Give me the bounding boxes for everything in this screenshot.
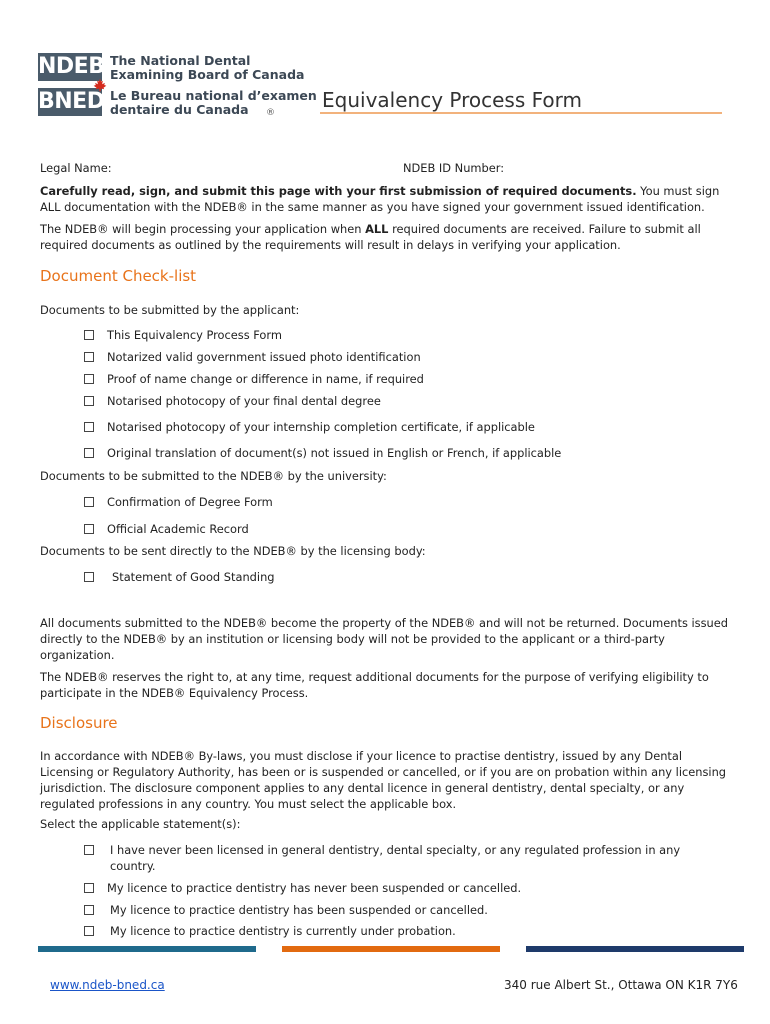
logo-name-en-line2: Examining Board of Canada — [110, 67, 305, 82]
disclosure-option[interactable] — [84, 880, 521, 896]
intro-bold: Carefully read, sign, and submit this page with your first submission of required documents. — [40, 184, 637, 198]
ndeb-id-label: NDEB ID Number: — [403, 161, 505, 175]
checkbox[interactable] — [84, 524, 94, 534]
intro-paragraph-2 — [40, 221, 730, 253]
reserve-note: The NDEB® reserves the right to, at any time, request additional documents for the purpose of verifying eligibility to participate in the NDEB® Equivalency Process. — [40, 670, 709, 700]
disclosure-option-label: I have never been licensed in general dentistry, dental specialty, or any regulated profession in any country. — [110, 843, 681, 873]
disclosure-heading: Disclosure — [40, 714, 118, 732]
checklist-item-label: Original translation of document(s) not issued in English or French, if applicable — [107, 446, 562, 460]
checkbox[interactable] — [84, 926, 94, 936]
checklist-item[interactable] — [84, 445, 561, 461]
website-link[interactable]: www.ndeb-bned.ca — [50, 978, 165, 992]
university-intro: Documents to be submitted to the NDEB® by the university: — [40, 469, 387, 483]
logo-abbr-en: NDEB — [38, 54, 105, 79]
ndeb-id-field[interactable] — [403, 160, 504, 176]
title-underline — [320, 112, 722, 114]
footer-bar-orange — [282, 946, 500, 952]
checklist-item[interactable] — [84, 521, 249, 537]
intro-p2-bold: ALL — [365, 222, 389, 236]
checklist-item[interactable] — [84, 494, 273, 510]
checkbox[interactable] — [84, 572, 94, 582]
select-label: Select the applicable statement(s): — [40, 817, 241, 831]
checkbox[interactable] — [84, 396, 94, 406]
checklist-item[interactable] — [84, 349, 421, 365]
checklist-item-label: Official Academic Record — [107, 522, 249, 536]
maple-leaf-icon — [93, 78, 107, 92]
checklist-item-label: Proof of name change or difference in name, if required — [107, 372, 424, 386]
checklist-item-label: Notarised photocopy of your internship completion certificate, if applicable — [107, 420, 535, 434]
checklist-item-label: Confirmation of Degree Form — [107, 495, 273, 509]
checkbox[interactable] — [84, 352, 94, 362]
disclosure-option[interactable] — [84, 842, 704, 874]
logo-name-en-line1: The National Dental — [110, 53, 251, 68]
legal-name-field[interactable] — [40, 160, 112, 176]
intro-paragraph-1 — [40, 183, 730, 215]
checkbox[interactable] — [84, 374, 94, 384]
checkbox[interactable] — [84, 422, 94, 432]
checkbox[interactable] — [84, 883, 94, 893]
checklist-item[interactable] — [84, 393, 381, 409]
applicant-intro: Documents to be submitted by the applicant: — [40, 303, 300, 317]
intro-p2-start: The NDEB® will begin processing your application when — [40, 222, 366, 236]
page-title: Equivalency Process Form — [322, 88, 582, 112]
intro-rest: You must sign ALL documentation with the NDEB® in the same manner as you have signed your government issued identification. — [40, 184, 720, 214]
disclosure-option-label: My licence to practice dentistry is currently under probation. — [110, 924, 456, 938]
checklist-item[interactable] — [84, 327, 282, 343]
disclosure-option[interactable] — [84, 902, 488, 918]
checklist-item-label: Notarised photocopy of your final dental degree — [107, 394, 381, 408]
logo-abbr-fr: BNED — [38, 89, 105, 114]
footer-address: 340 rue Albert St., Ottawa ON K1R 7Y6 — [504, 978, 738, 992]
checkbox[interactable] — [84, 497, 94, 507]
logo-name-fr-line2: dentaire du Canada — [110, 102, 249, 117]
registered-mark: ® — [266, 108, 275, 118]
checklist-item-label: This Equivalency Process Form — [107, 328, 282, 342]
checklist-item[interactable] — [84, 371, 424, 387]
disclosure-body: In accordance with NDEB® By-laws, you must disclose if your licence to practise dentistry, issued by any Dental Licensing or Regulatory Authority, has been or is suspended or cancelled, or if you are on probation within any licensing jurisdiction. The disclosure component applies to any dental licence in general dentistry, dental specialty, or any regulated professions in any country. You must select the applicable box. — [40, 749, 727, 811]
checklist-item-label: Notarized valid government issued photo identification — [107, 350, 421, 364]
licensing-intro: Documents to be sent directly to the NDEB® by the licensing body: — [40, 544, 426, 558]
legal-name-label: Legal Name: — [40, 161, 112, 175]
checklist-item[interactable] — [84, 419, 535, 435]
intro-p2-end: required documents are received. Failure to submit all required documents as outlined by the requirements will result in delays in verifying your application. — [40, 222, 701, 252]
ndeb-logo — [38, 52, 317, 122]
ownership-note: All documents submitted to the NDEB® become the property of the NDEB® and will not be returned. Documents issued directly to the NDEB® by an institution or licensing body will not be provided to the applicant or a third-party organization. — [40, 616, 728, 662]
checkbox[interactable] — [84, 448, 94, 458]
checklist-item-label: Statement of Good Standing — [112, 570, 275, 584]
checklist-heading: Document Check-list — [40, 267, 197, 285]
logo-name-fr-line1: Le Bureau national d’examen — [110, 88, 317, 103]
footer-bar-navy — [526, 946, 744, 952]
checkbox[interactable] — [84, 905, 94, 915]
checkbox[interactable] — [84, 845, 94, 855]
disclosure-option-label: My licence to practice dentistry has been suspended or cancelled. — [110, 903, 488, 917]
disclosure-option[interactable] — [84, 923, 456, 939]
footer-bar-teal — [38, 946, 256, 952]
checkbox[interactable] — [84, 330, 94, 340]
disclosure-option-label: My licence to practice dentistry has never been suspended or cancelled. — [107, 881, 522, 895]
checklist-item[interactable] — [84, 569, 275, 585]
